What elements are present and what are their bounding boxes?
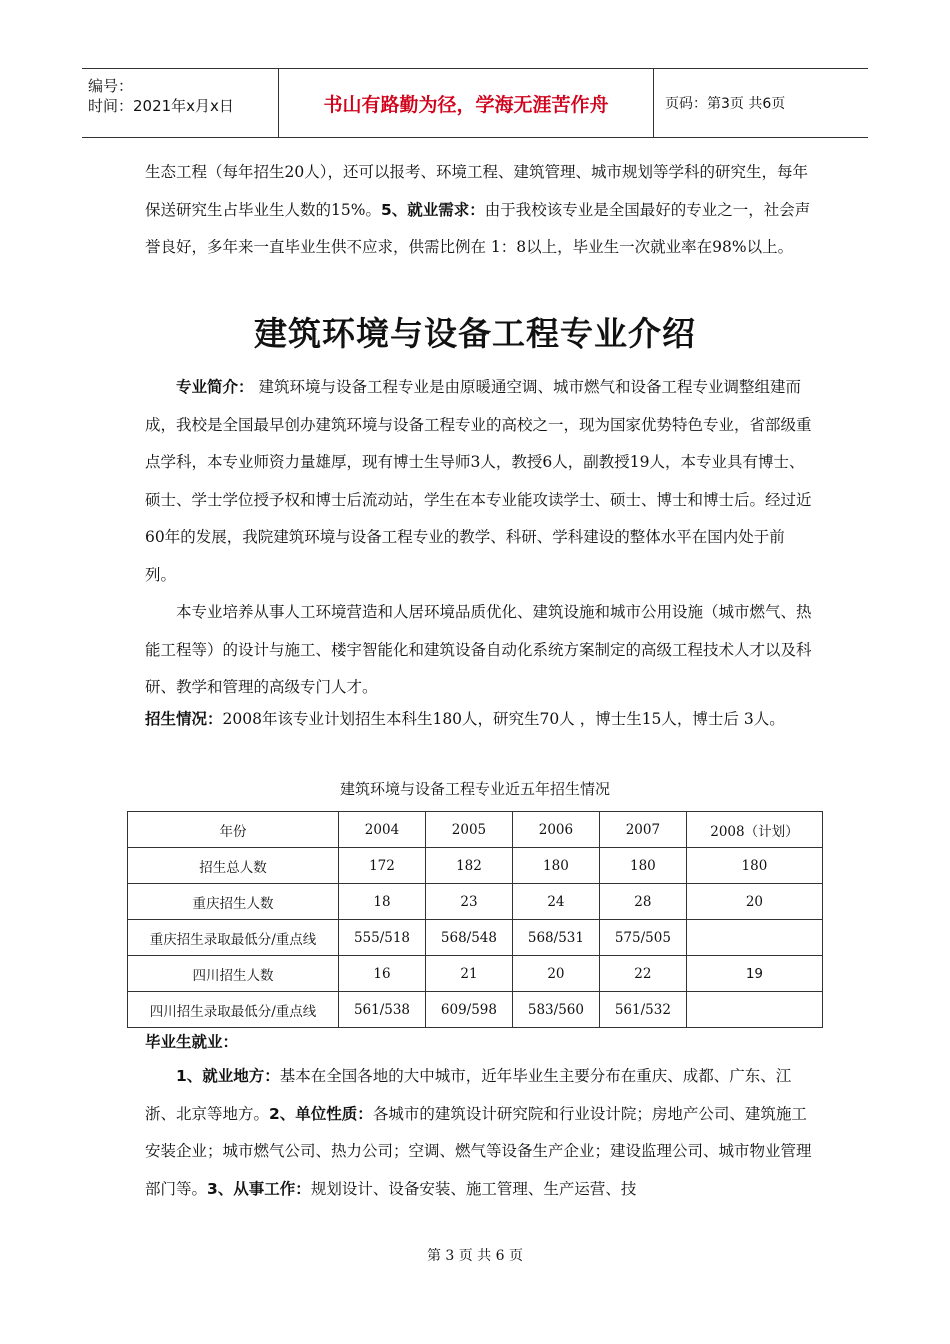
employment-heading-1: 1、就业地方： — [176, 1067, 280, 1085]
table-cell: 575/505 — [599, 920, 686, 956]
table-cell: 561/532 — [599, 992, 686, 1028]
employment-paragraph — [145, 1058, 813, 1208]
page-title: 建筑环境与设备工程专业介绍 — [254, 314, 696, 353]
table-cell: 重庆招生录取最低分/重点线 — [128, 920, 339, 956]
training-paragraph: 本专业培养从事人工环境营造和人居环境品质优化、建筑设施和城市公用设施（城市燃气、热能工程等）的设计与施工、楼宇智能化和建筑设备自动化系统方案制定的高级工程技术人才以及科研、教学和管理的高级专门人才。 — [145, 603, 812, 696]
employment-heading-3: 3、从事工作： — [207, 1179, 311, 1198]
table-cell: 555/518 — [339, 920, 426, 956]
intro-text-2: 由于我校该专业是全国最好的专业之一，社会声誉良好，多年来一直毕业生供不应求，供需比例在 1：8以上，毕业生一次就业率在98%以上。 — [145, 200, 811, 256]
table-header-cell: 2004 — [339, 812, 426, 848]
table-cell: 24 — [512, 884, 599, 920]
employment-text-2: 各城市的建筑设计研究院和行业设计院；房地产公司、建筑施工安装企业；城市燃气公司、热力公司；空调、燃气等设备生产企业；建设监理公司、城市物业管理部门等。 — [145, 1104, 812, 1198]
employment-demand-heading: 5、就业需求： — [380, 200, 485, 219]
table-caption: 建筑环境与设备工程专业近五年招生情况 — [339, 780, 610, 798]
table-cell: 180 — [512, 848, 599, 884]
table-row — [128, 992, 823, 1028]
table-cell: 182 — [425, 848, 512, 884]
table-row — [128, 884, 823, 920]
table-header-cell: 2005 — [425, 812, 512, 848]
table-header-cell: 2008（计划） — [686, 812, 822, 848]
employment-label: 毕业生就业： — [145, 1033, 239, 1051]
employment-text-3: 规划设计、设备安装、施工管理、生产运营、技 — [310, 1179, 637, 1198]
header-page-label: 页码：第3页 共6页 — [665, 96, 786, 112]
table-header-cell: 年份 — [128, 812, 339, 848]
table-cell: 四川招生人数 — [128, 956, 339, 992]
profile-text: 建筑环境与设备工程专业是由原暖通空调、城市燃气和设备工程专业调整组建而成，我校是全国最早创办建筑环境与设备工程专业的高校之一，现为国家优势特色专业，省部级重点学科，本专业师资力量雄厚，现有博士生导师3人，教授6人，副教授19人，本专业具有博士、硕士、学士学位授予权和博士后流动站，学生在本专业能攻读学士、硕士、博士和博士后。经过近60年的发展，我院建筑环境与设备工程专业的教学、科研、学科建设的整体水平在国内处于前列。 — [145, 378, 812, 584]
table-row — [128, 956, 823, 992]
profile-paragraph — [145, 369, 813, 594]
time-label: 时间：2021年x月x日 — [88, 97, 234, 115]
enrollment-section — [145, 701, 813, 739]
table-cell: 28 — [599, 884, 686, 920]
table-cell: 568/531 — [512, 920, 599, 956]
employment-section — [145, 1026, 813, 1208]
table-row — [128, 848, 823, 884]
table-cell: 19 — [686, 956, 822, 992]
table-cell — [686, 920, 822, 956]
table-row — [128, 920, 823, 956]
intro-paragraph — [145, 154, 813, 267]
table-cell: 609/598 — [425, 992, 512, 1028]
intro-text-1: 生态工程（每年招生20人），还可以报考、环境工程、建筑管理、城市规划等学科的研究生，每年保送研究生占毕业生人数的15%。 — [145, 163, 808, 219]
table-cell: 四川招生录取最低分/重点线 — [128, 992, 339, 1028]
profile-label: 专业简介： — [176, 378, 254, 396]
table-cell: 23 — [425, 884, 512, 920]
enrollment-paragraph — [145, 701, 813, 739]
intro-continued — [145, 154, 813, 267]
table-cell: 172 — [339, 848, 426, 884]
table-cell: 568/548 — [425, 920, 512, 956]
profile-section — [145, 369, 813, 707]
header-motto: 书山有路勤为径，学海无涯苦作舟 — [279, 69, 654, 137]
table-cell: 18 — [339, 884, 426, 920]
page-header — [82, 68, 868, 138]
table-cell: 重庆招生人数 — [128, 884, 339, 920]
table-cell — [686, 992, 822, 1028]
table-header-row — [128, 812, 823, 848]
enrollment-table — [127, 811, 823, 1028]
table-cell: 16 — [339, 956, 426, 992]
table-cell: 招生总人数 — [128, 848, 339, 884]
table-cell: 20 — [686, 884, 822, 920]
header-meta — [82, 69, 279, 137]
table-header-cell: 2006 — [512, 812, 599, 848]
employment-heading-2: 2、单位性质： — [269, 1104, 373, 1123]
enrollment-text: 2008年该专业计划招生本科生180人，研究生70人 ，博士生15人，博士后 3人。 — [222, 710, 785, 728]
table-header-cell: 2007 — [599, 812, 686, 848]
table-cell: 583/560 — [512, 992, 599, 1028]
enrollment-label: 招生情况： — [145, 710, 223, 728]
table-cell: 561/538 — [339, 992, 426, 1028]
table-cell: 20 — [512, 956, 599, 992]
table-cell: 22 — [599, 956, 686, 992]
employment-text-1: 基本在全国各地的大中城市，近年毕业生主要分布在重庆、成都、广东、江浙、北京等地方。 — [145, 1067, 792, 1123]
number-label: 编号： — [88, 77, 134, 95]
table-cell: 21 — [425, 956, 512, 992]
table-cell: 180 — [686, 848, 822, 884]
employment-label-line — [145, 1026, 813, 1058]
table-cell: 180 — [599, 848, 686, 884]
page-footer: 第 3 页 共 6 页 — [426, 1248, 524, 1264]
